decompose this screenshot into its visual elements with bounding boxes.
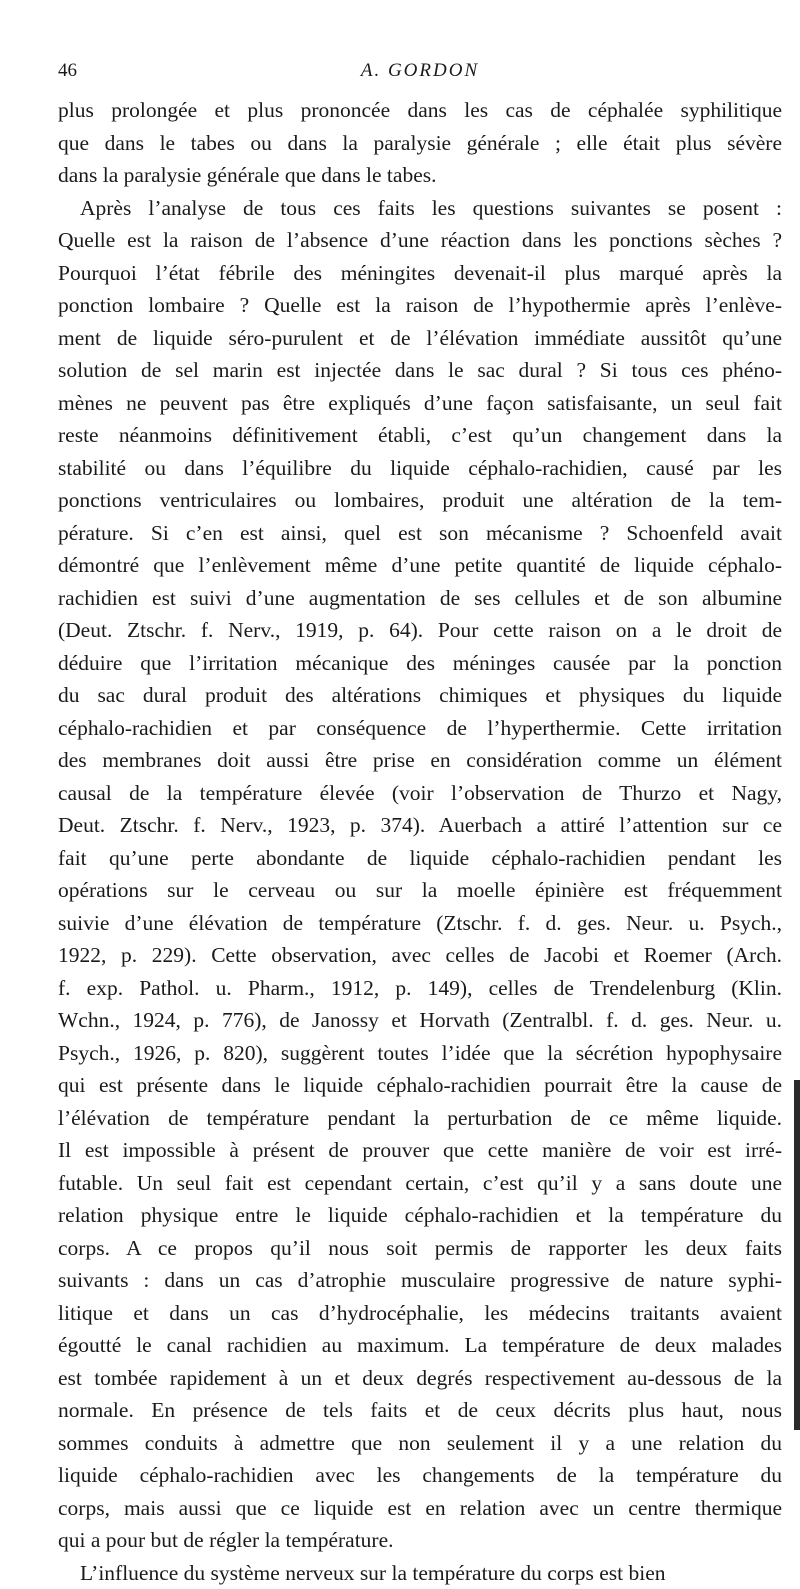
text-line: opérations sur le cerveau ou sur la moelle épinière est fréquemment (58, 874, 782, 907)
paragraph (58, 192, 782, 1557)
text-line: causal de la température élevée (voir l’observation de Thurzo et Nagy, (58, 777, 782, 810)
text-line: Pourquoi l’état fébrile des méningites devenait-il plus marqué après la (58, 257, 782, 290)
text-line: liquide céphalo-rachidien avec les changements de la température du (58, 1459, 782, 1492)
running-head: A. GORDON (58, 60, 782, 82)
text-line: Wchn., 1924, p. 776), de Janossy et Horvath (Zentralbl. f. d. ges. Neur. u. (58, 1004, 782, 1037)
page-edge-shadow (794, 1080, 800, 1430)
text-line: relation physique entre le liquide céphalo-rachidien et la température du (58, 1199, 782, 1232)
text-line: Deut. Ztschr. f. Nerv., 1923, p. 374). Auerbach a attiré l’attention sur ce (58, 809, 782, 842)
text-line: plus prolongée et plus prononcée dans les cas de céphalée syphilitique (58, 94, 782, 127)
text-line: suivie d’une élévation de température (Ztschr. f. d. ges. Neur. u. Psych., (58, 907, 782, 940)
text-line: l’élévation de température pendant la perturbation de ce même liquide. (58, 1102, 782, 1135)
text-line: Psych., 1926, p. 820), suggèrent toutes l’idée que la sécrétion hypophysaire (58, 1037, 782, 1070)
text-line: ponctions ventriculaires ou lombaires, produit une altération de la tem- (58, 484, 782, 517)
text-line: mènes ne peuvent pas être expliqués d’une façon satisfaisante, un seul fait (58, 387, 782, 420)
text-line: Quelle est la raison de l’absence d’une réaction dans les ponctions sèches ? (58, 224, 782, 257)
text-line: litique et dans un cas d’hydrocéphalie, les médecins traitants avaient (58, 1297, 782, 1330)
text-line: sommes conduits à admettre que non seulement il y a une relation du (58, 1427, 782, 1460)
text-line: ponction lombaire ? Quelle est la raison de l’hypothermie après l’enlève- (58, 289, 782, 322)
text-line: dans la paralysie générale que dans le tabes. (58, 159, 782, 192)
page-header (58, 60, 782, 90)
text-line: (Deut. Ztschr. f. Nerv., 1919, p. 64). Pour cette raison on a le droit de (58, 614, 782, 647)
text-line: reste néanmoins définitivement établi, c’est qu’un changement dans la (58, 419, 782, 452)
text-line: des membranes doit aussi être prise en considération comme un élément (58, 744, 782, 777)
text-line: démontré que l’enlèvement même d’une petite quantité de liquide céphalo- (58, 549, 782, 582)
text-line: corps, mais aussi que ce liquide est en relation avec un centre thermique (58, 1492, 782, 1525)
text-line: ment de liquide séro-purulent et de l’élévation immédiate aussitôt qu’une (58, 322, 782, 355)
text-line: corps. A ce propos qu’il nous soit permis de rapporter les deux faits (58, 1232, 782, 1265)
text-line: qui est présente dans le liquide céphalo-rachidien pourrait être la cause de (58, 1069, 782, 1102)
text-line: que dans le tabes ou dans la paralysie générale ; elle était plus sévère (58, 127, 782, 160)
book-page (58, 60, 782, 1589)
body-text (58, 94, 782, 1589)
text-line: qui a pour but de régler la température. (58, 1524, 782, 1557)
text-line: du sac dural produit des altérations chimiques et physiques du liquide (58, 679, 782, 712)
paragraph (58, 94, 782, 192)
text-line: fait qu’une perte abondante de liquide céphalo-rachidien pendant les (58, 842, 782, 875)
text-line: f. exp. Pathol. u. Pharm., 1912, p. 149), celles de Trendelenburg (Klin. (58, 972, 782, 1005)
text-line: futable. Un seul fait est cependant certain, c’est qu’il y a sans doute une (58, 1167, 782, 1200)
text-line: est tombée rapidement à un et deux degrés respectivement au-dessous de la (58, 1362, 782, 1395)
text-line: déduire que l’irritation mécanique des méninges causée par la ponction (58, 647, 782, 680)
text-line: céphalo-rachidien et par conséquence de l’hyperthermie. Cette irritation (58, 712, 782, 745)
page-number: 46 (58, 60, 77, 82)
text-line: pérature. Si c’en est ainsi, quel est son mécanisme ? Schoenfeld avait (58, 517, 782, 550)
text-line: égoutté le canal rachidien au maximum. La température de deux malades (58, 1329, 782, 1362)
text-line: Il est impossible à présent de prouver que cette manière de voir est irré- (58, 1134, 782, 1167)
text-line: stabilité ou dans l’équilibre du liquide céphalo-rachidien, causé par les (58, 452, 782, 485)
text-line: suivants : dans un cas d’atrophie musculaire progressive de nature syphi- (58, 1264, 782, 1297)
text-line: 1922, p. 229). Cette observation, avec celles de Jacobi et Roemer (Arch. (58, 939, 782, 972)
text-line: Après l’analyse de tous ces faits les questions suivantes se posent : (58, 192, 782, 225)
paragraph (58, 1557, 782, 1589)
text-line: rachidien est suivi d’une augmentation de ses cellules et de son albumine (58, 582, 782, 615)
text-line: normale. En présence de tels faits et de ceux décrits plus haut, nous (58, 1394, 782, 1427)
text-line: L’influence du système nerveux sur la température du corps est bien (58, 1557, 782, 1589)
text-line: solution de sel marin est injectée dans le sac dural ? Si tous ces phéno- (58, 354, 782, 387)
